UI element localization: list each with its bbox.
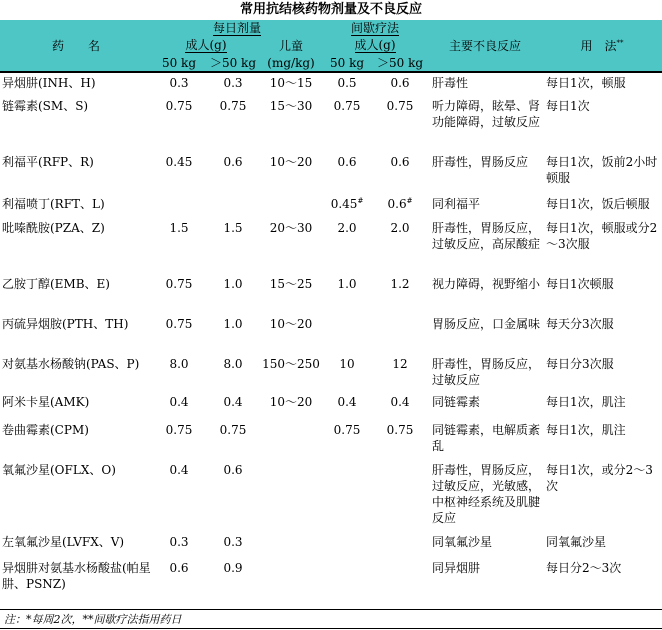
drug-table (0, 20, 662, 592)
table-row: 左氧氟沙星(LVFX、V) 0.3 0.3 同氧氟沙星 同氧氟沙星 (2, 535, 607, 549)
header-child: 儿童 (279, 39, 304, 53)
header-daily-dose: 每日剂量 (213, 21, 262, 35)
header-int-wt-gt: ＞50 kg (372, 54, 428, 72)
header-intermittent: 间歇疗法 (351, 21, 400, 35)
table-row: 对氨基水杨酸钠(PAS、P) 8.0 8.0 150～250 10 12 肝毒性，胃肠反应，过敏反应 每日分3次服 (2, 357, 614, 387)
header-child-unit: (mg/kg) (260, 54, 322, 72)
header-wt-gt: ＞50 kg (206, 54, 260, 72)
table-row: 链霉素(SM、S) 0.75 0.75 15～30 0.75 0.75 听力障碍，眩晕、肾功能障碍，过敏反应 每日1次 (2, 99, 590, 129)
table-row: 利福喷丁(RFT、L) 0.45# 0.6# 同利福平 每日1次，饭后顿服 (2, 197, 650, 211)
table-row: 异烟肼对氨基水杨酸盐(帕星肼、PSNZ) 0.6 0.9 同异烟肼 每日分2～3次 (2, 561, 622, 591)
table-row: 乙胺丁醇(EMB、E) 0.75 1.0 15～25 1.0 1.2 视力障碍，视野缩小 每日1次顿服 (2, 277, 614, 291)
table-row: 丙硫异烟胺(PTH、TH) 0.75 1.0 10～20 胃肠反应，口金属味 每天分3次服 (2, 317, 614, 331)
header-usage: 用 法** (542, 20, 662, 72)
table-row: 异烟肼(INH、H) 0.3 0.3 10～15 0.5 0.6 肝毒性 每日1次，顿服 (2, 76, 626, 90)
header-intermittent-adult: 成人(g) (354, 38, 396, 52)
header-adult: 成人(g) (185, 38, 227, 52)
table-footnote: 注：*每周2次，**间歇疗法指用药日 (0, 609, 662, 629)
header-drug: 药 名 (0, 20, 152, 72)
table-title: 常用抗结核药物剂量及不良反应 (239, 2, 422, 17)
header-int-wt-lt: 50 kg (322, 54, 372, 72)
table-row: 卷曲霉素(CPM) 0.75 0.75 0.75 0.75 同链霉素，电解质紊乱 每日1次，肌注 (2, 423, 626, 453)
table-row: 吡嗪酰胺(PZA、Z) 1.5 1.5 20～30 2.0 2.0 肝毒性，胃肠反应，过敏反应，高尿酸症 每日1次，顿服或分2～3次服 (2, 221, 658, 251)
header-wt-lt: 50 kg (152, 54, 206, 72)
table-row: 阿米卡星(AMK) 0.4 0.4 10～20 0.4 0.4 同链霉素 每日1次，肌注 (2, 395, 626, 409)
table-row: 氧氟沙星(OFLX、O) 0.4 0.6 肝毒性，胃肠反应，过敏反应，光敏感，中枢神经系统及肌腱反应 每日1次，或分2～3次 (2, 463, 653, 525)
table-row: 利福平(RFP、R) 0.45 0.6 10～20 0.6 0.6 肝毒性，胃肠反应 每日1次，饭前2小时顿服 (2, 155, 658, 185)
header-reaction: 主要不良反应 (428, 20, 542, 72)
